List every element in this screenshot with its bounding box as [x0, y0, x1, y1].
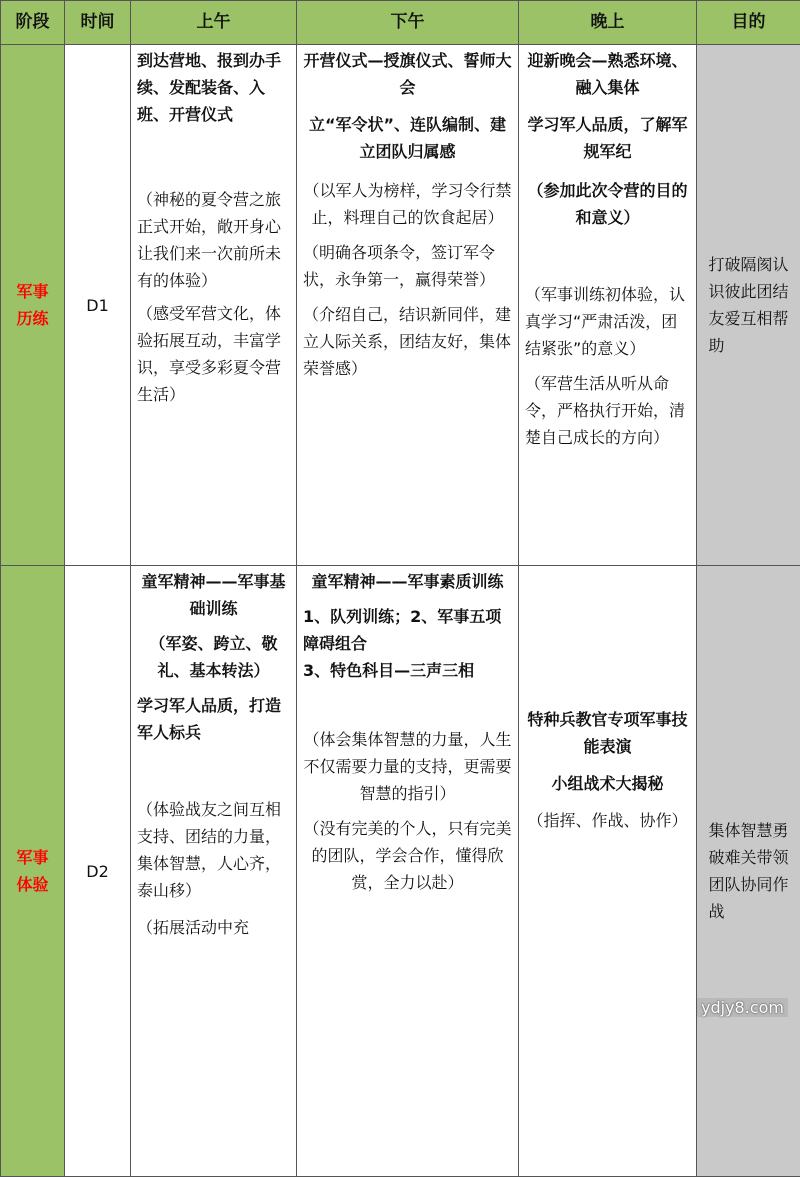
evening-note: （参加此次令营的目的和意义）	[525, 177, 690, 231]
table-row	[1, 45, 800, 566]
morning-activity: 童军精神——军事基础训练	[137, 568, 290, 622]
purpose-text: 集体智慧勇破难关带领团队协同作战	[709, 817, 789, 925]
evening-note: （军营生活从听从命令，严格执行开始，清楚自己成长的方向）	[525, 370, 690, 451]
afternoon-note: （明确各项条令，签订军令状，永争第一，赢得荣誉）	[303, 239, 512, 293]
purpose-cell	[697, 566, 800, 1177]
morning-note: （军姿、跨立、敬礼、基本转法）	[137, 630, 290, 684]
purpose-text: 打破隔阂认识彼此团结友爱互相帮助	[709, 251, 789, 359]
morning-cell	[131, 45, 297, 566]
evening-cell	[519, 566, 697, 1177]
table-row	[1, 566, 800, 1177]
header-row	[1, 1, 800, 45]
afternoon-activity: 童军精神——军事素质训练	[303, 568, 512, 595]
evening-activity: 特种兵教官专项军事技能表演	[525, 706, 690, 760]
morning-note: （神秘的夏令营之旅正式开始，敞开身心让我们来一次前所未有的体验）	[137, 186, 290, 294]
morning-cell	[131, 566, 297, 1177]
header-morning: 上午	[131, 1, 297, 45]
header-evening: 晚上	[519, 1, 697, 45]
evening-note: （指挥、作战、协作）	[525, 807, 690, 834]
evening-activity: 学习军人品质，了解军规军纪	[525, 111, 690, 165]
stage-label: 军事历练	[13, 278, 53, 332]
purpose-cell	[697, 45, 800, 566]
morning-activity: 到达营地、报到办手续、发配装备、入班、开营仪式	[137, 47, 290, 128]
evening-activity: 小组战术大揭秘	[525, 770, 690, 797]
day-cell: D2	[65, 566, 131, 1177]
evening-activity: 迎新晚会—熟悉环境、融入集体	[525, 47, 690, 101]
morning-activity: 学习军人品质，打造军人标兵	[137, 692, 290, 746]
morning-note: （体验战友之间互相支持、团结的力量，集体智慧，人心齐，泰山移）	[137, 796, 290, 904]
evening-cell	[519, 45, 697, 566]
afternoon-note: （体会集体智慧的力量，人生不仅需要力量的支持，更需要智慧的指引）	[303, 726, 512, 807]
header-time: 时间	[65, 1, 131, 45]
afternoon-note: （没有完美的个人，只有完美的团队，学会合作，懂得欣赏，全力以赴）	[303, 815, 512, 896]
stage-cell	[1, 566, 65, 1177]
day-cell: D1	[65, 45, 131, 566]
header-afternoon: 下午	[297, 1, 519, 45]
afternoon-activity: 1、队列训练；2、军事五项障碍组合	[303, 603, 512, 657]
watermark: ydjy8.com	[697, 998, 788, 1017]
afternoon-note: （以军人为榜样，学习令行禁止，料理自己的饮食起居）	[303, 177, 512, 231]
stage-cell	[1, 45, 65, 566]
stage-label: 军事体验	[13, 844, 53, 898]
morning-note: （拓展活动中充	[137, 914, 290, 941]
afternoon-note: （介绍自己，结识新同伴，建立人际关系，团结友好，集体荣誉感）	[303, 301, 512, 382]
morning-note: （感受军营文化，体验拓展互动，丰富学识，享受多彩夏令营生活）	[137, 300, 290, 408]
afternoon-activity: 开营仪式—授旗仪式、誓师大会	[303, 47, 512, 101]
header-stage: 阶段	[1, 1, 65, 45]
evening-note: （军事训练初体验，认真学习“严肃活泼，团结紧张”的意义）	[525, 281, 690, 362]
afternoon-activity: 立“军令状”、连队编制、建立团队归属感	[303, 111, 512, 165]
afternoon-activity: 3、特色科目—三声三相	[303, 657, 512, 684]
header-purpose: 目的	[697, 1, 800, 45]
afternoon-cell	[297, 566, 519, 1177]
afternoon-cell	[297, 45, 519, 566]
